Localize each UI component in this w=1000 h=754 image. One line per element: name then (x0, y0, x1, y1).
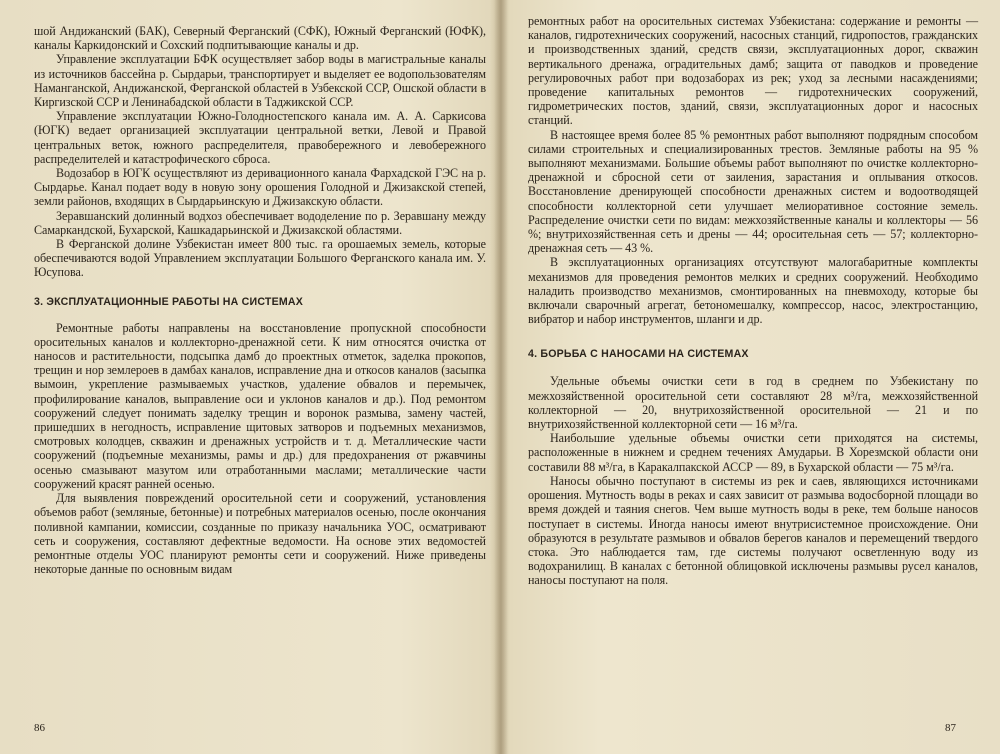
page-number: 87 (945, 722, 956, 734)
paragraph: Ремонтные работы направлены на восстановление пропускной способности оросительных каналов и коллекторно-дренажной сети. К ним относятся очистка от наносов и растительности, подсыпка дамб до проектных отметок, заделка прокопов, трещин и нор землероев в дамбах каналов, исправление дна и откосов каналов (засыпка вымоин, укрепление размываемых участков, удаление обвалов и перемычек, профилирование каналов, выправление оси и уклонов каналов и др.). Под ремонтом сооружений следует понимать заделку трещин и воронок размыва, замену частей, пришедших в негодность, исправление щитовых затворов и подъемных механизмов, смотровых колодцев, скважин и дренажных устройств и т. д. Металлические части сооружений (подъемные механизмы, рамы и др.) для предохранения от ржавчины осенью смазывают мазутом или отработанными маслами; металлические части сооружений красят ранней осенью. (34, 320, 486, 491)
paragraph: Управление эксплуатации БФК осуществляет забор воды в магистральные каналы из источников бассейна р. Сырдарьи, транспортирует и выделяет ее водопользователям Наманганской, Андижанской, Ферганской областей в Узбекской ССР, Ошской области в Киргизской ССР и Ленинабадской области в Таджикской ССР. (34, 52, 486, 110)
paragraph: В настоящее время более 85 % ремонтных работ выполняют подрядным способом силами строительных и специализированных трестов. Земляные работы на 95 % выполняют механизмами. Большие объемы работ выполняют по очистке коллекторно-дренажной и сбросной сети от заиления, зарастания и оплывания откосов. Восстановление дренирующей способности дренажных систем и водоотводящей способности коллекторной сети улучшает мелиоративное состояние земель. Распределение очистки сети по видам: межхозяйственные каналы и коллекторы — 56 %; внутрихозяйственная сеть и дрены — 44; оросительная сеть — 57; коллекторно-дренажная сеть — 43 %. (528, 127, 978, 256)
paragraph: Удельные объемы очистки сети в год в среднем по Узбекистану по межхозяйственной оросительной сети составляют 28 м³/га, межхозяйственной коллекторной — 20, внутрихозяйственной оросительной — 21 и по внутрихозяйственной коллекторной сети — 16 м³/га. (528, 374, 978, 432)
paragraph: шой Андижанский (БАК), Северный Ферганский (СФК), Южный Ферганский (ЮФК), каналы Каркидонский и Сохский подпитывающие каналы и др. (34, 24, 486, 53)
paragraph: Водозабор в ЮГК осуществляют из деривационного канала Фархадской ГЭС на р. Сырдарье. Канал подает воду в новую зону орошения Голодной и Джизакской степей, земли районов, входящих в Сырдарьинскую и Джизакскую области. (34, 166, 486, 209)
paragraph: В эксплуатационных организациях отсутствуют малогабаритные комплекты механизмов для проведения ремонтов мелких и средних сооружений. Необходимо наладить производство механизмов, смонтированных на пневмоходу, которые бы включали сварочный агрегат, бетономешалку, компрессор, насос, электростанцию, вибратор и набор инструментов, шланги и др. (528, 255, 978, 327)
paragraph: Наибольшие удельные объемы очистки сети приходятся на системы, расположенные в нижнем и среднем течениях Амударьи. В Хорезмской области они составили 88 м³/га, в Каракалпакской АССР — 89, в Бухарской области — 75 м³/га. (528, 431, 978, 474)
paragraph: Зеравшанский долинный водхоз обеспечивает вододеление по р. Зеравшану между Самаркандской, Бухарской, Кашкадарьинской и Джизакской областями. (34, 208, 486, 237)
right-page (502, 0, 1000, 754)
paragraph: В Ферганской долине Узбекистан имеет 800 тыс. га орошаемых земель, которые обеспечиваются водой Управлением эксплуатации Большого Ферганского канала им. У. Юсупова. (34, 237, 486, 280)
section-heading: 4. БОРЬБА С НАНОСАМИ НА СИСТЕМАХ (528, 348, 749, 361)
paragraph: Наносы обычно поступают в системы из рек и саев, являющихся источниками орошения. Мутность воды в реках и саях зависит от размыва водосборной площади во время дождей и таяния снегов. Чем выше мутность воды в реке, тем больше наносов поступает в системы. Иногда наносы имеют внутрисистемное происхождение. Они образуются в результате размывов и обвалов берегов каналов и перемещений твердого стока. Это наблюдается там, где системы получают осветленную воду из водохранилищ. В каналах с бетонной облицовкой исключены размывы русел каналов, наносы поступают на поля. (528, 473, 978, 588)
paragraph: ремонтных работ на оросительных системах Узбекистана: содержание и ремонты — каналов, гидротехнических сооружений, насосных станций, гидропостов, гражданских и производственных зданий, средств связи, эксплуатационных дорог, скважин вертикального дренажа, оградительных дамб; защита от паводков и проведение регулировочных работ при водозаборах из рек; уход за лесными насаждениями; проведение капитальных ремонтов — гидротехнических сооружений, гидрометрических постов, зданий, связи, эксплуатационных дорог и насосных станций. (528, 14, 978, 128)
paragraph: Управление эксплуатации Южно-Голодностепского канала им. А. А. Саркисова (ЮГК) ведает организацией эксплуатации центральной ветки, Левой и Правой центральных веток, южного распределителя, правобережного и левобережного распределителей и катастрофического сброса. (34, 109, 486, 166)
page-number: 86 (34, 722, 45, 734)
section-heading: 3. ЭКСПЛУАТАЦИОННЫЕ РАБОТЫ НА СИСТЕМАХ (34, 295, 303, 308)
paragraph: Для выявления повреждений оросительной сети и сооружений, установления объемов работ (земляные, бетонные) и потребных материалов осенью, после окончания поливной кампании, комиссии, созданные по приказу начальника УОС, осматривают сеть и сооружения, составляют дефектные ведомости. На основе этих ведомостей ремонтные отделы УОС планируют ремонты сети и сооружений. Ниже приведены некоторые данные по основным видам (34, 491, 486, 577)
